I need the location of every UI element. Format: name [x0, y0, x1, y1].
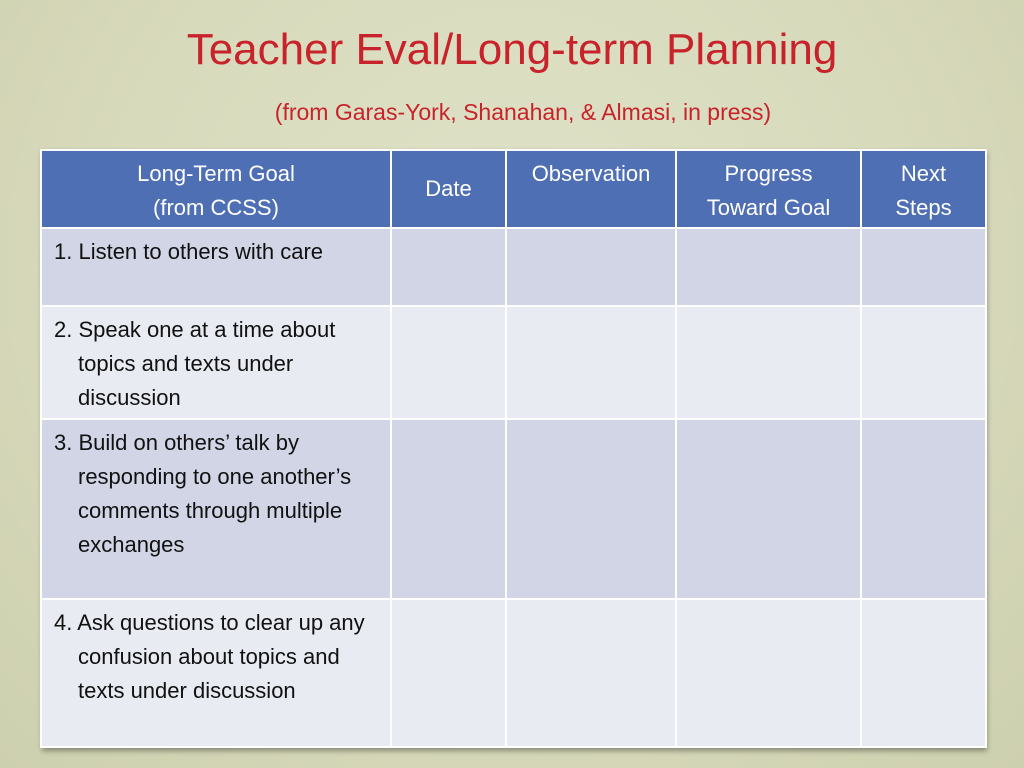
- table-row: [41, 228, 986, 306]
- progress-cell: [676, 228, 861, 306]
- observation-cell: [506, 599, 676, 747]
- table-row: [41, 306, 986, 419]
- slide-subtitle: (from Garas-York, Shanahan, & Almasi, in press): [274, 99, 772, 125]
- progress-cell: [676, 599, 861, 747]
- observation-cell: [506, 306, 676, 419]
- header-observation: [506, 150, 676, 228]
- next-steps-cell: [861, 599, 986, 747]
- table-header-row: [41, 150, 986, 228]
- observation-cell: [506, 228, 676, 306]
- header-long-term-goal-label: Long-Term Goal (from CCSS): [137, 161, 295, 220]
- header-date: [391, 150, 506, 228]
- header-observation-label: Observation: [531, 161, 651, 186]
- progress-cell: [676, 306, 861, 419]
- date-cell: [391, 599, 506, 747]
- goal-cell: [41, 599, 391, 747]
- date-cell: [391, 306, 506, 419]
- header-next-steps-label: Next Steps: [895, 161, 952, 220]
- next-steps-cell: [861, 306, 986, 419]
- date-cell: [391, 419, 506, 599]
- goal-cell: [41, 306, 391, 419]
- next-steps-cell: [861, 228, 986, 306]
- observation-cell: [506, 419, 676, 599]
- goal-text: 4. Ask questions to clear up any confusion about topics and texts under discussion: [54, 610, 365, 703]
- goal-text: 3. Build on others’ talk by responding to one another’s comments through multiple exchanges: [54, 430, 352, 557]
- slide-title: Teacher Eval/Long-term Planning: [186, 25, 838, 74]
- header-date-label: Date: [425, 176, 472, 201]
- goal-text: 1. Listen to others with care: [54, 239, 324, 264]
- goal-text: 2. Speak one at a time about topics and texts under discussion: [54, 317, 336, 410]
- header-progress-label: Progress Toward Goal: [706, 161, 831, 220]
- table-row: [41, 599, 986, 747]
- planning-table-container: [40, 149, 985, 748]
- header-next-steps: [861, 150, 986, 228]
- planning-table: [40, 149, 987, 748]
- header-progress-toward-goal: [676, 150, 861, 228]
- progress-cell: [676, 419, 861, 599]
- next-steps-cell: [861, 419, 986, 599]
- header-long-term-goal: [41, 150, 391, 228]
- date-cell: [391, 228, 506, 306]
- goal-cell: [41, 419, 391, 599]
- table-row: [41, 419, 986, 599]
- goal-cell: [41, 228, 391, 306]
